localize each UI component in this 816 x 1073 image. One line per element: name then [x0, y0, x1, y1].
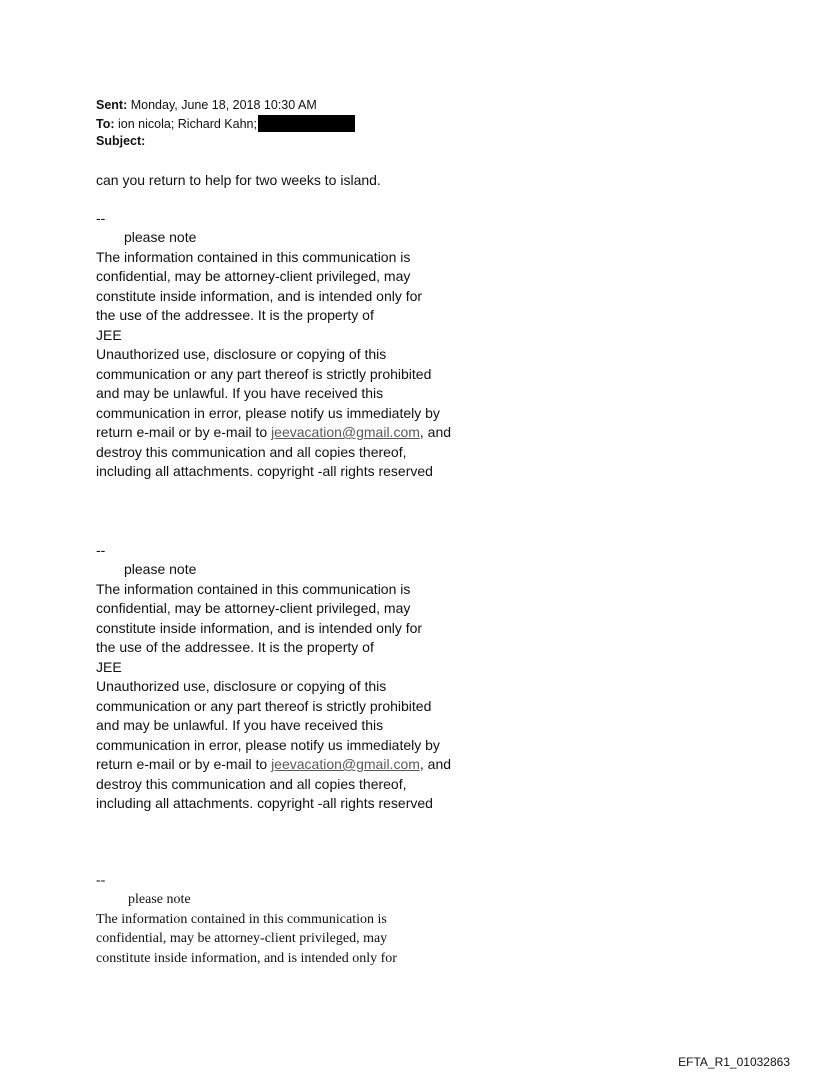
- signature-block-3: [96, 871, 516, 968]
- disclaimer-line: the use of the addressee. It is the property of: [96, 639, 374, 655]
- disclaimer-line: destroy this communication and all copies thereof,: [96, 775, 407, 792]
- disclaimer-line: confidential, may be attorney-client privileged, may: [96, 268, 411, 284]
- disclaimer-line: communication or any part thereof is strictly prohibited: [96, 697, 432, 714]
- disclaimer-line: communication in error, please notify us immediately by: [96, 404, 440, 421]
- disclaimer-line: constitute inside information, and is intended only for: [96, 619, 423, 636]
- link-suffix: , and: [419, 756, 452, 772]
- disclaimer-line: communication or any part thereof is strictly prohibited: [96, 365, 432, 382]
- disclaimer-line: Unauthorized use, disclosure or copying of this: [96, 346, 387, 362]
- sent-value: Monday, June 18, 2018 10:30 AM: [130, 98, 317, 112]
- disclaimer-line: destroy this communication and all copies thereof,: [96, 443, 407, 460]
- disclaimer-line: confidential, may be attorney-client privileged, may: [96, 600, 411, 616]
- to-value: ion nicola; Richard Kahn;: [118, 117, 257, 131]
- disclaimer-line: The information contained in this communication is: [96, 911, 387, 927]
- disclaimer-line: the use of the addressee. It is the property of: [96, 307, 374, 323]
- disclaimer-line: and may be unlawful. If you have received this: [96, 717, 384, 733]
- subject-line: [96, 133, 145, 149]
- link-prefix: return e-mail or by e-mail to: [96, 756, 272, 772]
- disclaimer-line: including all attachments. copyright -all rights reserved: [96, 795, 433, 811]
- disclaimer-link-line: [96, 755, 516, 775]
- disclaimer-text: [96, 248, 516, 482]
- disclaimer-line: The information contained in this communication is: [96, 248, 411, 265]
- signature-block-1: [96, 209, 516, 482]
- disclaimer-line: communication in error, please notify us immediately by: [96, 736, 440, 753]
- disclaimer-text: [96, 580, 516, 814]
- sent-label: Sent:: [96, 98, 128, 112]
- signature-dash: --: [96, 873, 106, 888]
- to-line: [96, 115, 355, 132]
- disclaimer-line: The information contained in this communication is: [96, 580, 411, 597]
- disclaimer-line: Unauthorized use, disclosure or copying of this: [96, 678, 387, 694]
- please-note: please note: [124, 229, 197, 245]
- to-label: To:: [96, 117, 115, 131]
- please-note: please note: [128, 892, 191, 907]
- disclaimer-text: [96, 910, 516, 969]
- message-body: can you return to help for two weeks to island.: [96, 172, 381, 188]
- link-prefix: return e-mail or by e-mail to: [96, 424, 272, 440]
- document-id: EFTA_R1_01032863: [678, 1055, 790, 1069]
- signature-dash: --: [96, 542, 106, 558]
- signature-block-2: [96, 541, 516, 814]
- disclaimer-line: confidential, may be attorney-client privileged, may: [96, 931, 388, 946]
- disclaimer-line: constitute inside information, and is intended only for: [96, 287, 423, 304]
- please-note: please note: [124, 561, 197, 577]
- link-suffix: , and: [419, 424, 452, 440]
- redaction-bar: [258, 115, 355, 132]
- email-link[interactable]: jeevacation@gmail.com: [271, 756, 420, 772]
- disclaimer-line: including all attachments. copyright -all rights reserved: [96, 463, 433, 479]
- signature-dash: --: [96, 210, 106, 226]
- subject-label: Subject:: [96, 134, 146, 148]
- disclaimer-link-line: [96, 423, 516, 443]
- disclaimer-line: JEE: [96, 326, 122, 343]
- email-link[interactable]: jeevacation@gmail.com: [271, 424, 420, 440]
- disclaimer-line: constitute inside information, and is intended only for: [96, 950, 397, 966]
- disclaimer-line: and may be unlawful. If you have received this: [96, 385, 384, 401]
- disclaimer-line: JEE: [96, 658, 122, 675]
- sent-line: [96, 97, 317, 113]
